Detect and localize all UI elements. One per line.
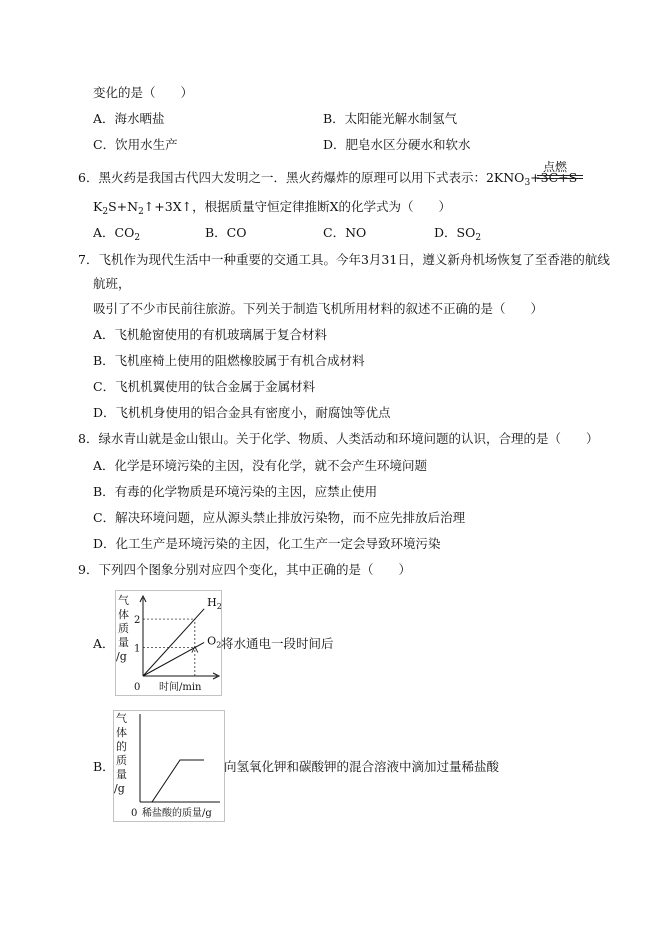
graph-a-frame [116,591,222,696]
q7-stem-line2: 航班， [93,276,131,291]
q7-option-d: D．飞机机身使用的铝合金具有密度小，耐腐蚀等优点 [93,405,391,420]
graph-b-ylabel-char: /g [114,782,125,795]
q8-option-a: A．化学是环境污染的主因，没有化学，就不会产生环境问题 [93,458,428,473]
graph-a-ylabel-char: 质 [118,622,129,635]
graph-b-origin: 0 [131,808,138,819]
graph-a-ytick: 1 [134,643,141,655]
graph-a-xlabel: 时间/min [159,682,202,693]
graph-a-ylabel-char: /g [116,650,127,663]
q7-option-c: C．飞机机翼使用的钛合金属于金属材料 [93,379,316,394]
graph-b-ylabel-char: 体 [116,726,127,739]
graph-a-ylabel-char: 量 [118,636,129,649]
q7-option-b: B．飞机座椅上使用的阻燃橡胶属于有机合成材料 [93,353,365,368]
q6-option-b: B．CO [205,225,247,240]
q5-option-d: D．肥皂水区分硬水和软水 [323,137,471,152]
graph-b-ylabel-char: 的 [116,740,127,753]
q9-option-a-label: A． [93,636,115,651]
graph-a-ylabel-char: 气 [118,594,129,607]
q6-stem: 6．黑火药是我国古代四大发明之一．黑火药爆炸的原理可以用下式表示：$2KNO_3+3C+S$ [78,170,578,188]
reaction-condition [537,158,583,188]
q7-option-a: A．飞机舱窗使用的有机玻璃属于复合材料 [93,327,328,342]
condition-label: 点燃 [543,160,568,174]
q9-option-a-text: 将水通电一段时间后 [221,636,334,651]
q5-option-b: B．太阳能光解水制氢气 [323,111,458,126]
q6-option-c: C．NO [323,225,367,240]
graph-b-frame [114,711,225,822]
graph-b-ylabel-char: 量 [116,768,127,781]
q8-stem: 8．绿水青山就是金山银山。关于化学、物质、人类活动和环境问题的认识，合理的是（ ） [78,431,599,446]
q7-stem-line3: 吸引了不少市民前往旅游。下列关于制造飞机所用材料的叙述不正确的是（ ） [93,301,544,316]
q8-option-c: C．解决环境问题，应从源头禁止排放污染物，而不应先排放后治理 [93,510,466,525]
graph-b [113,710,225,822]
q8-option-d: D．化工生产是环境污染的主因，化工生产一定会导致环境污染 [93,536,441,551]
graph-a-origin: 0 [134,682,141,693]
q8-option-b: B．有毒的化学物质是环境污染的主因，应禁止使用 [93,484,378,499]
q9-option-b-text: 向氢氧化钾和碳酸钾的混合溶液中滴加过量稀盐酸 [224,759,500,774]
condition-arrow-line-2 [537,178,583,179]
graph-b-ylabel-char: 质 [116,754,127,767]
graph-b-ylabel-char: 气 [116,712,127,725]
q6-stem-line2: $K_2S+N_2↑+3X↑$，根据质量守恒定律推断X的化学式为（ ） [93,199,451,217]
graph-a-series-label-O2: $O_2$ [207,634,222,650]
q5-stem-tail: 变化的是（ ） [93,85,194,100]
q6-option-a: A．$CO_2$ [93,225,141,243]
q5-option-a: A．海水晒盐 [93,111,165,126]
graph-a [115,590,222,696]
q5-option-c: C．饮用水生产 [93,137,178,152]
graph-a-ylabel-char: 体 [118,608,129,621]
graph-b-xlabel: 稀盐酸的质量/g [142,808,212,819]
q9-stem: 9．下列四个图象分别对应四个变化，其中正确的是（ ） [78,562,411,577]
graph-b-series-gas [140,760,204,802]
graph-a-ytick: 2 [134,615,141,627]
condition-arrow-line [537,175,583,176]
q9-option-b-label: B． [93,759,115,774]
q7-stem-line1: 7．飞机作为现代生活中一种重要的交通工具。今年3月31日，遵义新舟机场恢复了至香港的航线 [78,252,610,267]
graph-a-series-label-H2: $H_2$ [207,595,222,611]
q6-option-d: D．$SO_2$ [434,225,482,243]
